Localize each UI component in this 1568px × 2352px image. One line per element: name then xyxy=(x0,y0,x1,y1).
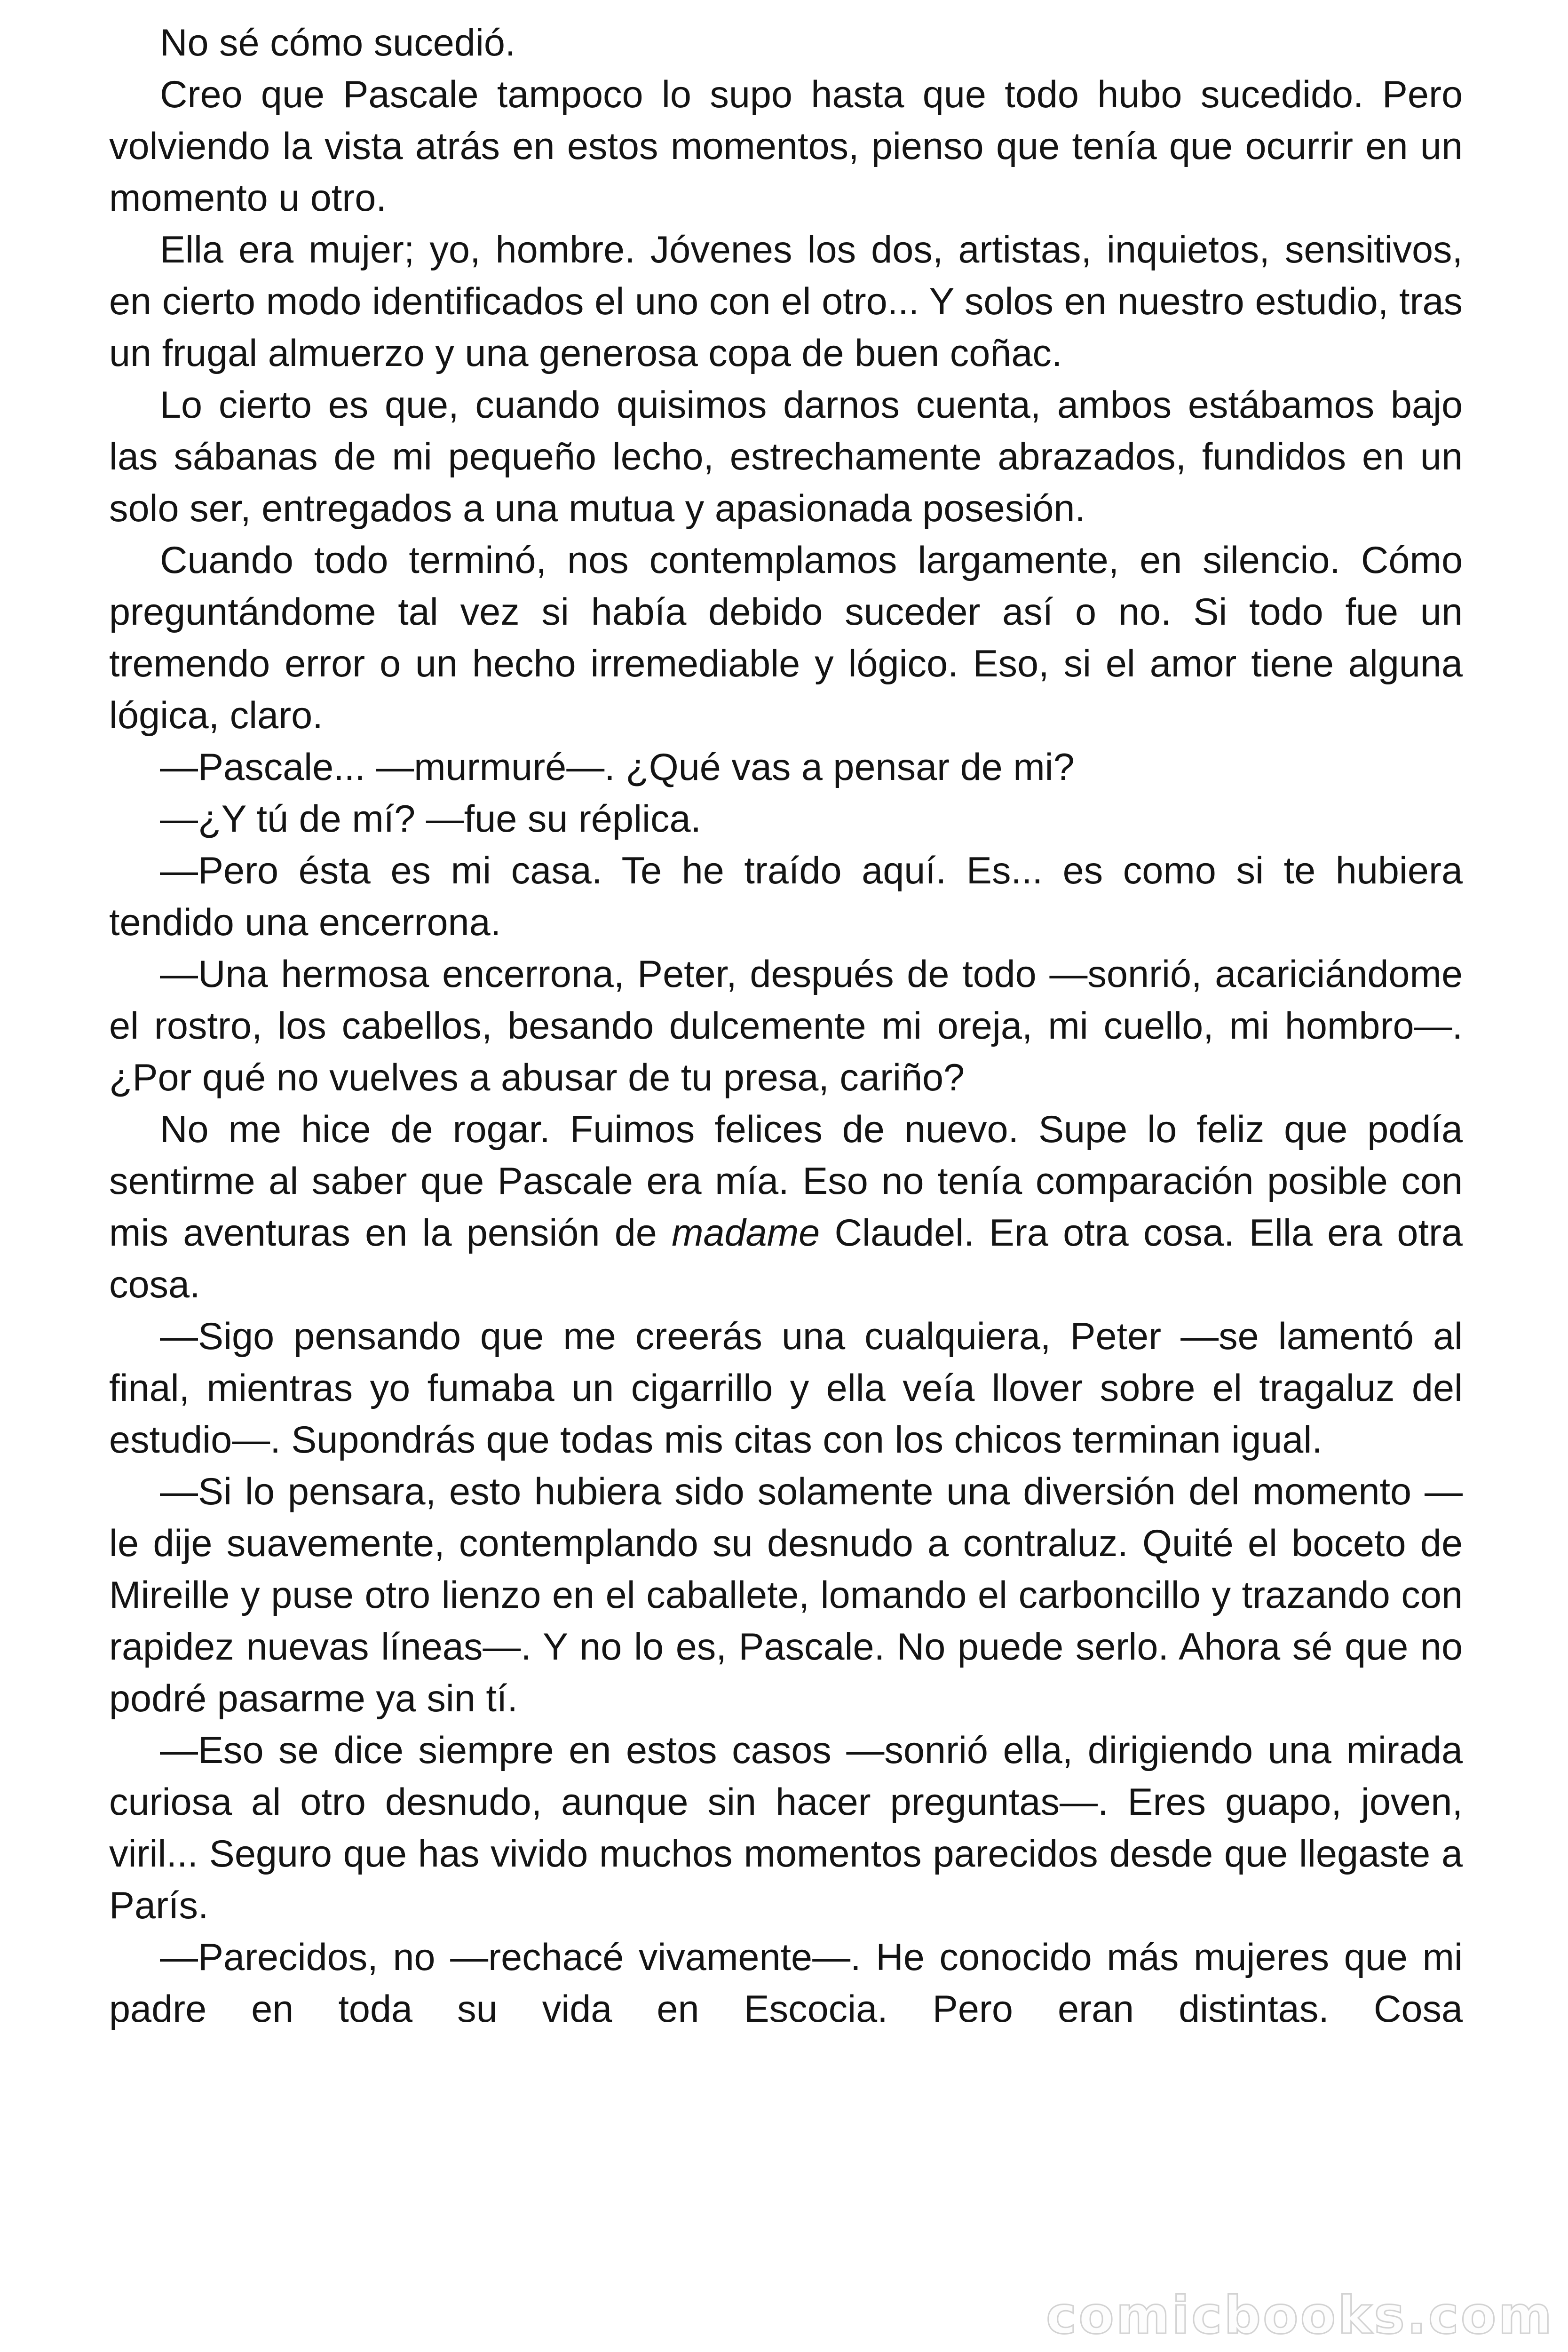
paragraph: —Si lo pensara, esto hubiera sido solamente una diversión del momento —le dije suavemente, contemplando su desnudo a contraluz. Quité el boceto de Mireille y puse otro lienzo en el caballete, lomando el carboncillo y trazando con rapidez nuevas líneas—. Y no lo es, Pascale. No puede serlo. Ahora sé que no podré pasarme ya sin tí. xyxy=(109,1470,1463,1720)
paragraph: No sé cómo sucedió. xyxy=(160,22,516,64)
paragraph xyxy=(109,1104,1463,1311)
paragraph: —Eso se dice siempre en estos casos —sonrió ella, dirigiendo una mirada curiosa al otro desnudo, aunque sin hacer preguntas—. Eres guapo, joven, viril... Seguro que has vivido muchos momentos parecidos desde que llegaste a París. xyxy=(109,1729,1463,1927)
paragraph: —Pero ésta es mi casa. Te he traído aquí. Es... es como si te hubiera tendido una encerrona. xyxy=(109,850,1463,944)
paragraph: Lo cierto es que, cuando quisimos darnos cuenta, ambos estábamos bajo las sábanas de mi pequeño lecho, estrechamente abrazados, fundidos en un solo ser, entregados a una mutua y apasionada posesión. xyxy=(109,384,1463,530)
paragraph: —Parecidos, no —rechacé vivamente—. He conocido más mujeres que mi padre en toda su vida en Escocia. Pero eran distintas. Cosa xyxy=(109,1936,1463,2030)
paragraph: Ella era mujer; yo, hombre. Jóvenes los dos, artistas, inquietos, sensitivos, en cierto modo identificados el uno con el otro... Y solos en nuestro estudio, tras un frugal almuerzo y una generosa copa de buen coñac. xyxy=(109,229,1463,374)
paragraph: Creo que Pascale tampoco lo supo hasta que todo hubo sucedido. Pero volviendo la vista atrás en estos momentos, pienso que tenía que ocurrir en un momento u otro. xyxy=(109,73,1463,219)
paragraph: Cuando todo terminó, nos contemplamos largamente, en silencio. Cómo preguntándome tal vez si había debido suceder así o no. Si todo fue un tremendo error o un hecho irremediable y lógico. Eso, si el amor tiene alguna lógica, claro. xyxy=(109,539,1463,737)
watermark-logo: comicbooks.com xyxy=(1046,2285,1554,2345)
paragraph-text: Claudel. Era otra cosa. Ella era otra cosa. xyxy=(109,1212,1463,1306)
paragraph: —Pascale... —murmuré—. ¿Qué vas a pensar de mi? xyxy=(160,746,1075,788)
paragraph: —Sigo pensando que me creerás una cualquiera, Peter —se lamentó al final, mientras yo fumaba un cigarrillo y ella veía llover sobre el tragaluz del estudio—. Supondrás que todas mis citas con los chicos terminan igual. xyxy=(109,1315,1463,1461)
book-page-text xyxy=(109,17,1463,2035)
paragraph: —¿Y tú de mí? —fue su réplica. xyxy=(160,798,702,840)
italic-word: madame xyxy=(672,1212,820,1254)
paragraph: —Una hermosa encerrona, Peter, después de todo —sonrió, acariciándome el rostro, los cabellos, besando dulcemente mi oreja, mi cuello, mi hombro—. ¿Por qué no vuelves a abusar de tu presa, cariño? xyxy=(109,953,1463,1099)
paragraph-text: No me hice de rogar. Fuimos felices de nuevo. Supe lo feliz que podía sentirme al saber que Pascale era mía. Eso no tenía comparación posible con mis aventuras en la pensión de xyxy=(109,1108,1463,1254)
